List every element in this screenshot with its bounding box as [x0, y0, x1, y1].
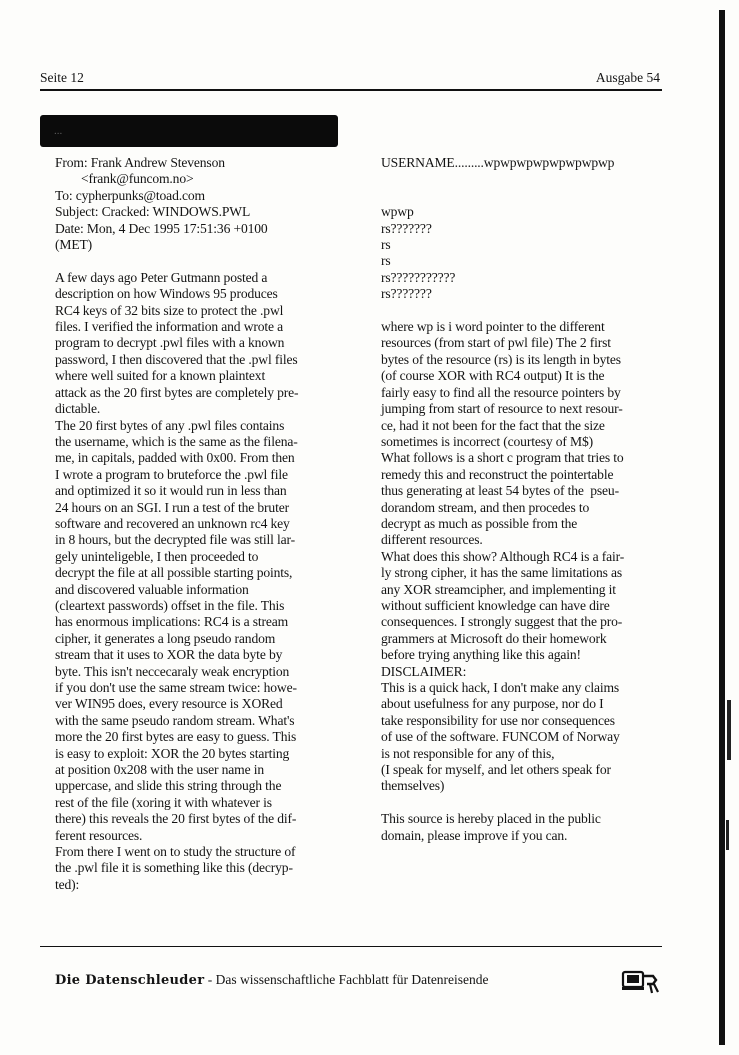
publication-tagline: - Das wissenschaftliche Fachblatt für Datenreisende: [204, 972, 489, 987]
header-rule: [40, 89, 662, 91]
page-number: Seite 12: [40, 70, 84, 85]
publication-name: Die Datenschleuder: [55, 973, 205, 988]
article-left-column: From: Frank Andrew Stevenson <frank@funcom.no> To: cypherpunks@toad.com Subject: Cracked: WINDOWS.PWL Date: Mon, 4 Dec 1995 17:51:36 +0100 (MET) A few days ago Peter Gutmann posted a description on how Windows 95 produces RC4 keys of 32 bits size to protect the .pwl files. I verified the information and wrote a program to decrypt .pwl files with a known password, I then discovered that the .pwl files where well suited for a known plaintext attack as the 20 first bytes are completely pre- dictable. The 20 first bytes of any .pwl files contains the username, which is the same as the filena- me, in capitals, padded with 0x00. From then I wrote a program to bruteforce the .pwl file and optimized it so it would run in less than 24 hours on an SGI. I run a test of the bruter software and recovered an unknown rc4 key in 8 hours, but the decrypted file was still lar- gely uninteligeble, I then proceeded to decrypt the file at all possible starting points, and discovered valuable information (cleartext passwords) offset in the file. This has enormous implications: RC4 is a stream cipher, it generates a long pseudo random stream that it uses to XOR the data byte by byte. This isn't neccecaraly weak encryption if you don't use the same stream twice: howe- ver WIN95 does, every resource is XORed with the same pseudo random stream. What's more the 20 first bytes are easy to guess. This is easy to exploit: XOR the 20 bytes starting at position 0x208 with the user name in uppercase, and slide this string through the rest of the file (xoring it with whatever is there) this reveals the 20 first bytes of the dif- ferent resources. From there I went on to study the structure of the .pwl file it is something like this (decryp- ted):: [55, 155, 299, 892]
issue-number: Ausgabe 54: [595, 70, 660, 85]
footer-rule: [40, 946, 662, 947]
scan-edge-line: [719, 10, 725, 1045]
scan-speck: [727, 700, 731, 760]
scan-speck: [726, 820, 729, 850]
page-header: [40, 70, 660, 90]
section-title-bar: ...: [40, 115, 338, 147]
article-right-column: USERNAME.........wpwpwpwpwpwpwpwp wpwp rs??????? rs rs rs??????????? rs??????? where wp is i word pointer to the different resources (from start of pwl file) The 2 first bytes of the resource (rs) is its length in bytes (of course XOR with RC4 output) It is the fairly easy to find all the resource pointers by jumping from start of resource to next resour- ce, had it not been for the fact that the size sometimes is incorrect (courtesy of M$) What follows is a short c program that tries to remedy this and reconstruct the pointertable thus generating at least 54 bytes of the pseu- dorandom stream, and then procedes to decrypt as much as possible from the different resources. What does this show? Although RC4 is a fair- ly strong cipher, it has the same limitations as any XOR streamcipher, and implementing it without sufficient knowledge can have dire consequences. I strongly suggest that the pro- grammers at Microsoft do their homework before trying anything like this again! DISCLAIMER: This is a quick hack, I don't make any claims about usefulness for any purpose, nor do I take responsibility for use nor consequences of use of the software. FUNCOM of Norway is not responsible for any of this, (I speak for myself, and let others speak for themselves) This source is hereby placed in the public domain, please improve if you can.: [381, 155, 625, 843]
page-footer: [55, 972, 489, 988]
chaos-computer-logo-icon: [620, 966, 662, 996]
